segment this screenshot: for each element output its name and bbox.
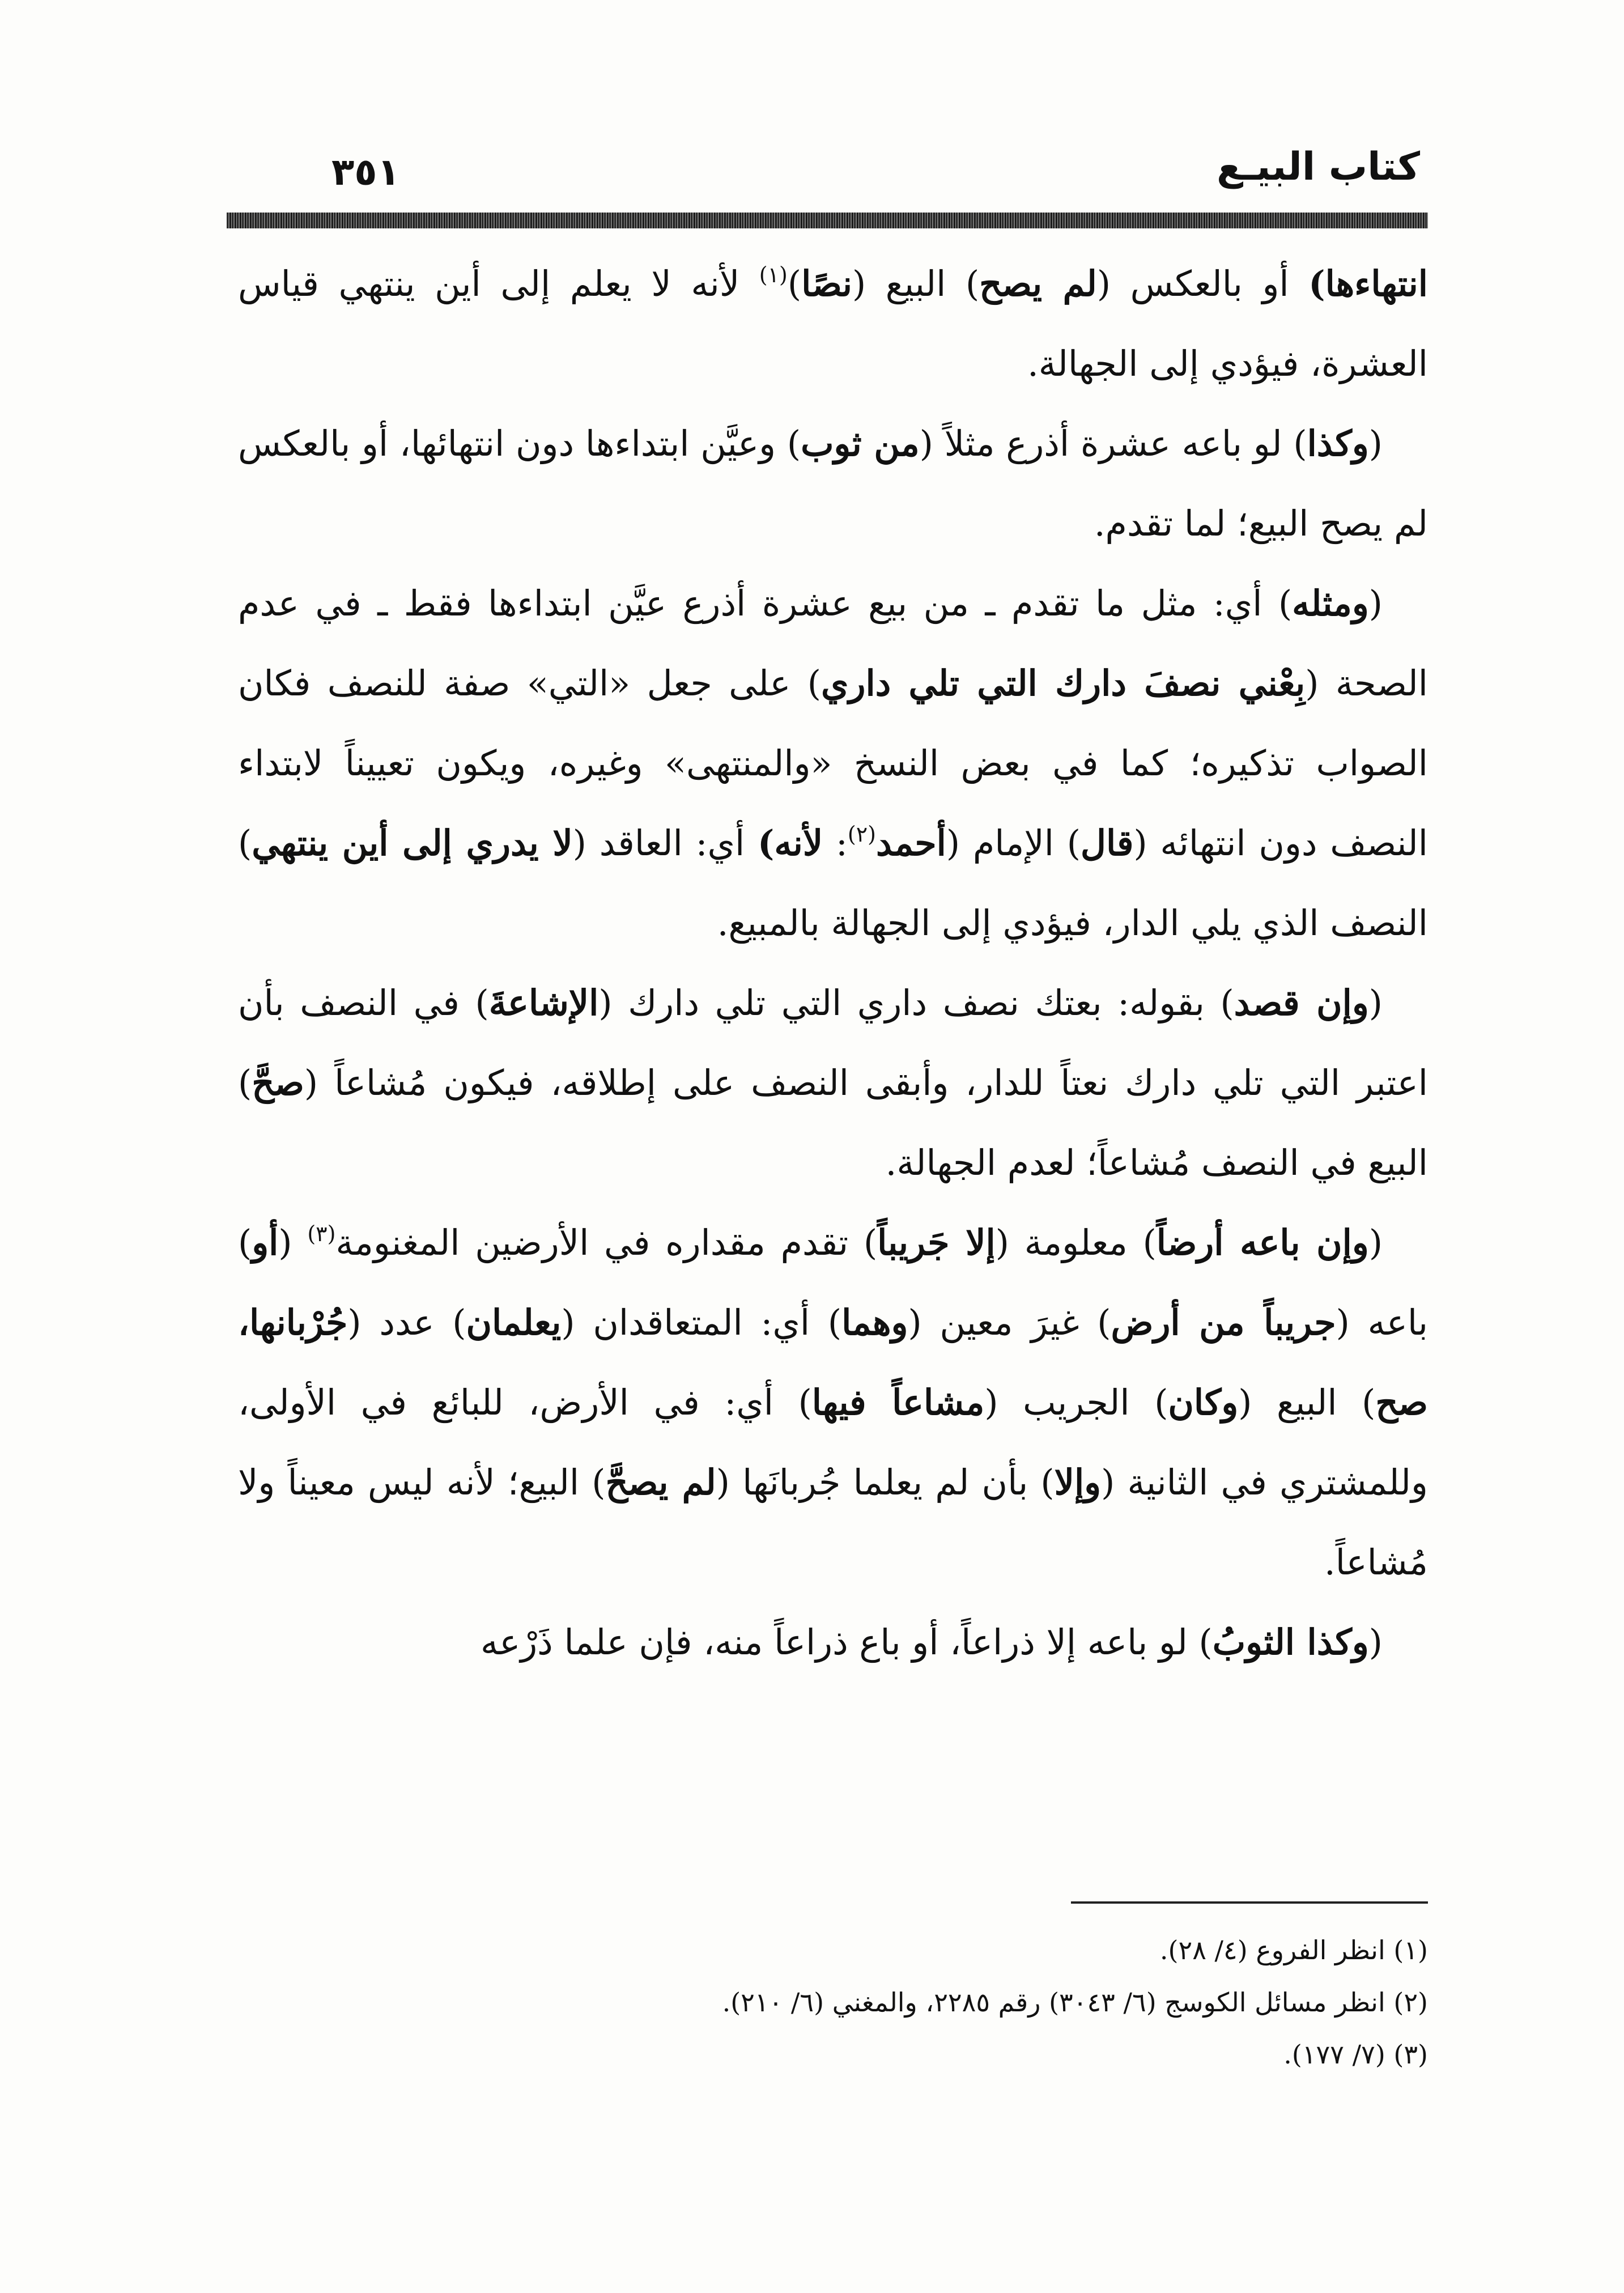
bold-term: بِعْني نصفَ دارك التي تلي داري — [820, 663, 1306, 704]
text-run: ) لو باعه عشرة أذرع مثلاً ( — [919, 423, 1307, 464]
bold-term: أو — [252, 1222, 279, 1263]
paragraph — [238, 963, 1428, 1203]
text-run: ) النصف الذي يلي الدار، فيؤدي إلى الجهالة بالمبيع. — [238, 822, 1428, 944]
bold-term: وكذا — [1307, 423, 1369, 464]
bold-term: صحَّ — [252, 1062, 304, 1103]
paragraph — [238, 563, 1428, 963]
text-run: ) عدد ( — [347, 1302, 466, 1343]
bold-term: جريباً من أرض — [1111, 1302, 1336, 1343]
footnote-ref: (٢) — [847, 822, 876, 847]
footnotes — [238, 1924, 1428, 2080]
footnote-ref: (١) — [759, 262, 788, 287]
bold-term: من ثوب — [801, 423, 920, 464]
text-run: ( — [1368, 583, 1383, 624]
text-run: لأنه لا يعلم إلى أين ينتهي قياس العشرة، فيؤدي إلى الجهالة. — [238, 263, 1428, 384]
bold-term: أحمد — [875, 822, 946, 864]
bold-term: مشاعاً فيها — [811, 1382, 985, 1423]
text-run: ) وعيَّن ابتداءها دون انتهائها، أو بالعكس لم يصح البيع؛ لما تقدم. — [238, 423, 1428, 544]
text-run: ) أي: في الأرض، للبائع في الأولى، وللمشتري في الثانية ( — [238, 1382, 1428, 1503]
footnote: (٢) انظر مسائل الكوسج (٦/ ٣٠٤٣) رقم ٢٢٨٥، والمغني (٦/ ٢١٠). — [722, 1987, 1428, 2018]
text-run: أو بالعكس ( — [1096, 263, 1309, 304]
bold-term: وإن قصد — [1234, 982, 1369, 1024]
text-run: ) البيع؛ لأنه ليس معيناً ولا مُشاعاً. — [238, 1462, 1428, 1583]
bold-term: يعلمان — [466, 1302, 562, 1343]
paragraph — [238, 404, 1428, 563]
text-run: ) البيع ( — [1238, 1382, 1376, 1423]
text-run: ) البيع ( — [852, 263, 980, 304]
footnote-separator — [1071, 1901, 1428, 1904]
text-run: ) بأن لم يعلما جُربانَها ( — [716, 1462, 1055, 1503]
text-run: ) أي: مثل ما تقدم ـ من بيع عشرة أذرع عيَّن ابتداءها فقط ـ في عدم الصحة ( — [238, 583, 1428, 704]
bold-term: وكان — [1168, 1382, 1239, 1423]
text-run: ) في النصف بأن اعتبر التي تلي دارك نعتاً للدار، وأبقى النصف على إطلاقه، فيكون مُشاعاً ( — [238, 982, 1428, 1103]
text-run: ) تقدم مقداره في الأرضين المغنومة — [335, 1222, 878, 1263]
footnote: (٣) (٧/ ١٧٧). — [1283, 2039, 1428, 2070]
bold-term: لم يصح — [979, 263, 1097, 304]
bold-term: إلا جَريباً — [877, 1222, 996, 1263]
text-run: ( — [1368, 1222, 1383, 1263]
text-run: ) — [787, 263, 802, 304]
text-run: : — [823, 822, 848, 864]
text-run: ) أي: المتعاقدان ( — [561, 1302, 842, 1343]
text-run: ( — [1368, 423, 1383, 464]
bold-term: لأنه) — [758, 822, 823, 864]
bold-term: ومثله — [1292, 583, 1369, 624]
bold-term: وكذا الثوبُ — [1212, 1621, 1369, 1663]
text-run: ) الإمام ( — [946, 822, 1081, 864]
bold-term: لم يصحَّ — [605, 1462, 716, 1503]
bold-term: قال — [1080, 822, 1134, 864]
text-run: ) باعه ( — [238, 1222, 1428, 1343]
text-run: ) لو باعه إلا ذراعاً، أو باع ذراعاً منه، فإن علما ذَرْعه — [480, 1621, 1213, 1663]
bold-term: انتهاءها) — [1308, 263, 1428, 304]
header-rule — [227, 213, 1428, 228]
body-text — [238, 244, 1428, 1682]
text-run: ) معلومة ( — [995, 1222, 1157, 1263]
bold-term: لا يدري إلى أين ينتهي — [252, 822, 573, 864]
paragraph — [238, 1602, 1428, 1682]
text-run: ) الجريب ( — [984, 1382, 1168, 1423]
text-run: ) بقوله: بعتك نصف داري التي تلي دارك ( — [598, 982, 1234, 1024]
paragraph — [238, 244, 1428, 404]
footnote: (١) انظر الفروع (٤/ ٢٨). — [1159, 1935, 1428, 1965]
text-run: ( — [1368, 1621, 1383, 1663]
text-run: ( — [1368, 982, 1383, 1024]
running-header-title: كتاب البيـع — [1217, 145, 1420, 189]
bold-term: وإلا — [1054, 1462, 1102, 1503]
page-number: ٣٥١ — [331, 150, 400, 194]
text-run: ) على جعل «التي» صفة للنصف فكان الصواب تذكيره؛ كما في بعض النسخ «والمنتهى» وغيره، ويكون تعييناً لابتداء النصف دون انتهائه ( — [238, 663, 1428, 864]
bold-term: جُرْبانها، صح — [238, 1302, 1429, 1423]
footnote-ref: (٣) — [307, 1221, 336, 1246]
text-run: ( — [278, 1222, 308, 1263]
bold-term: نصًا — [801, 263, 852, 304]
bold-term: وإن باعه أرضاً — [1156, 1222, 1369, 1263]
bold-term: وهما — [841, 1302, 908, 1343]
text-run: ) غيرَ معين ( — [908, 1302, 1111, 1343]
text-run: ) البيع في النصف مُشاعاً؛ لعدم الجهالة. — [238, 1062, 1428, 1183]
bold-term: الإشاعةَ — [488, 982, 599, 1024]
paragraph — [238, 1203, 1428, 1602]
text-run: أي: العاقد ( — [572, 822, 758, 864]
